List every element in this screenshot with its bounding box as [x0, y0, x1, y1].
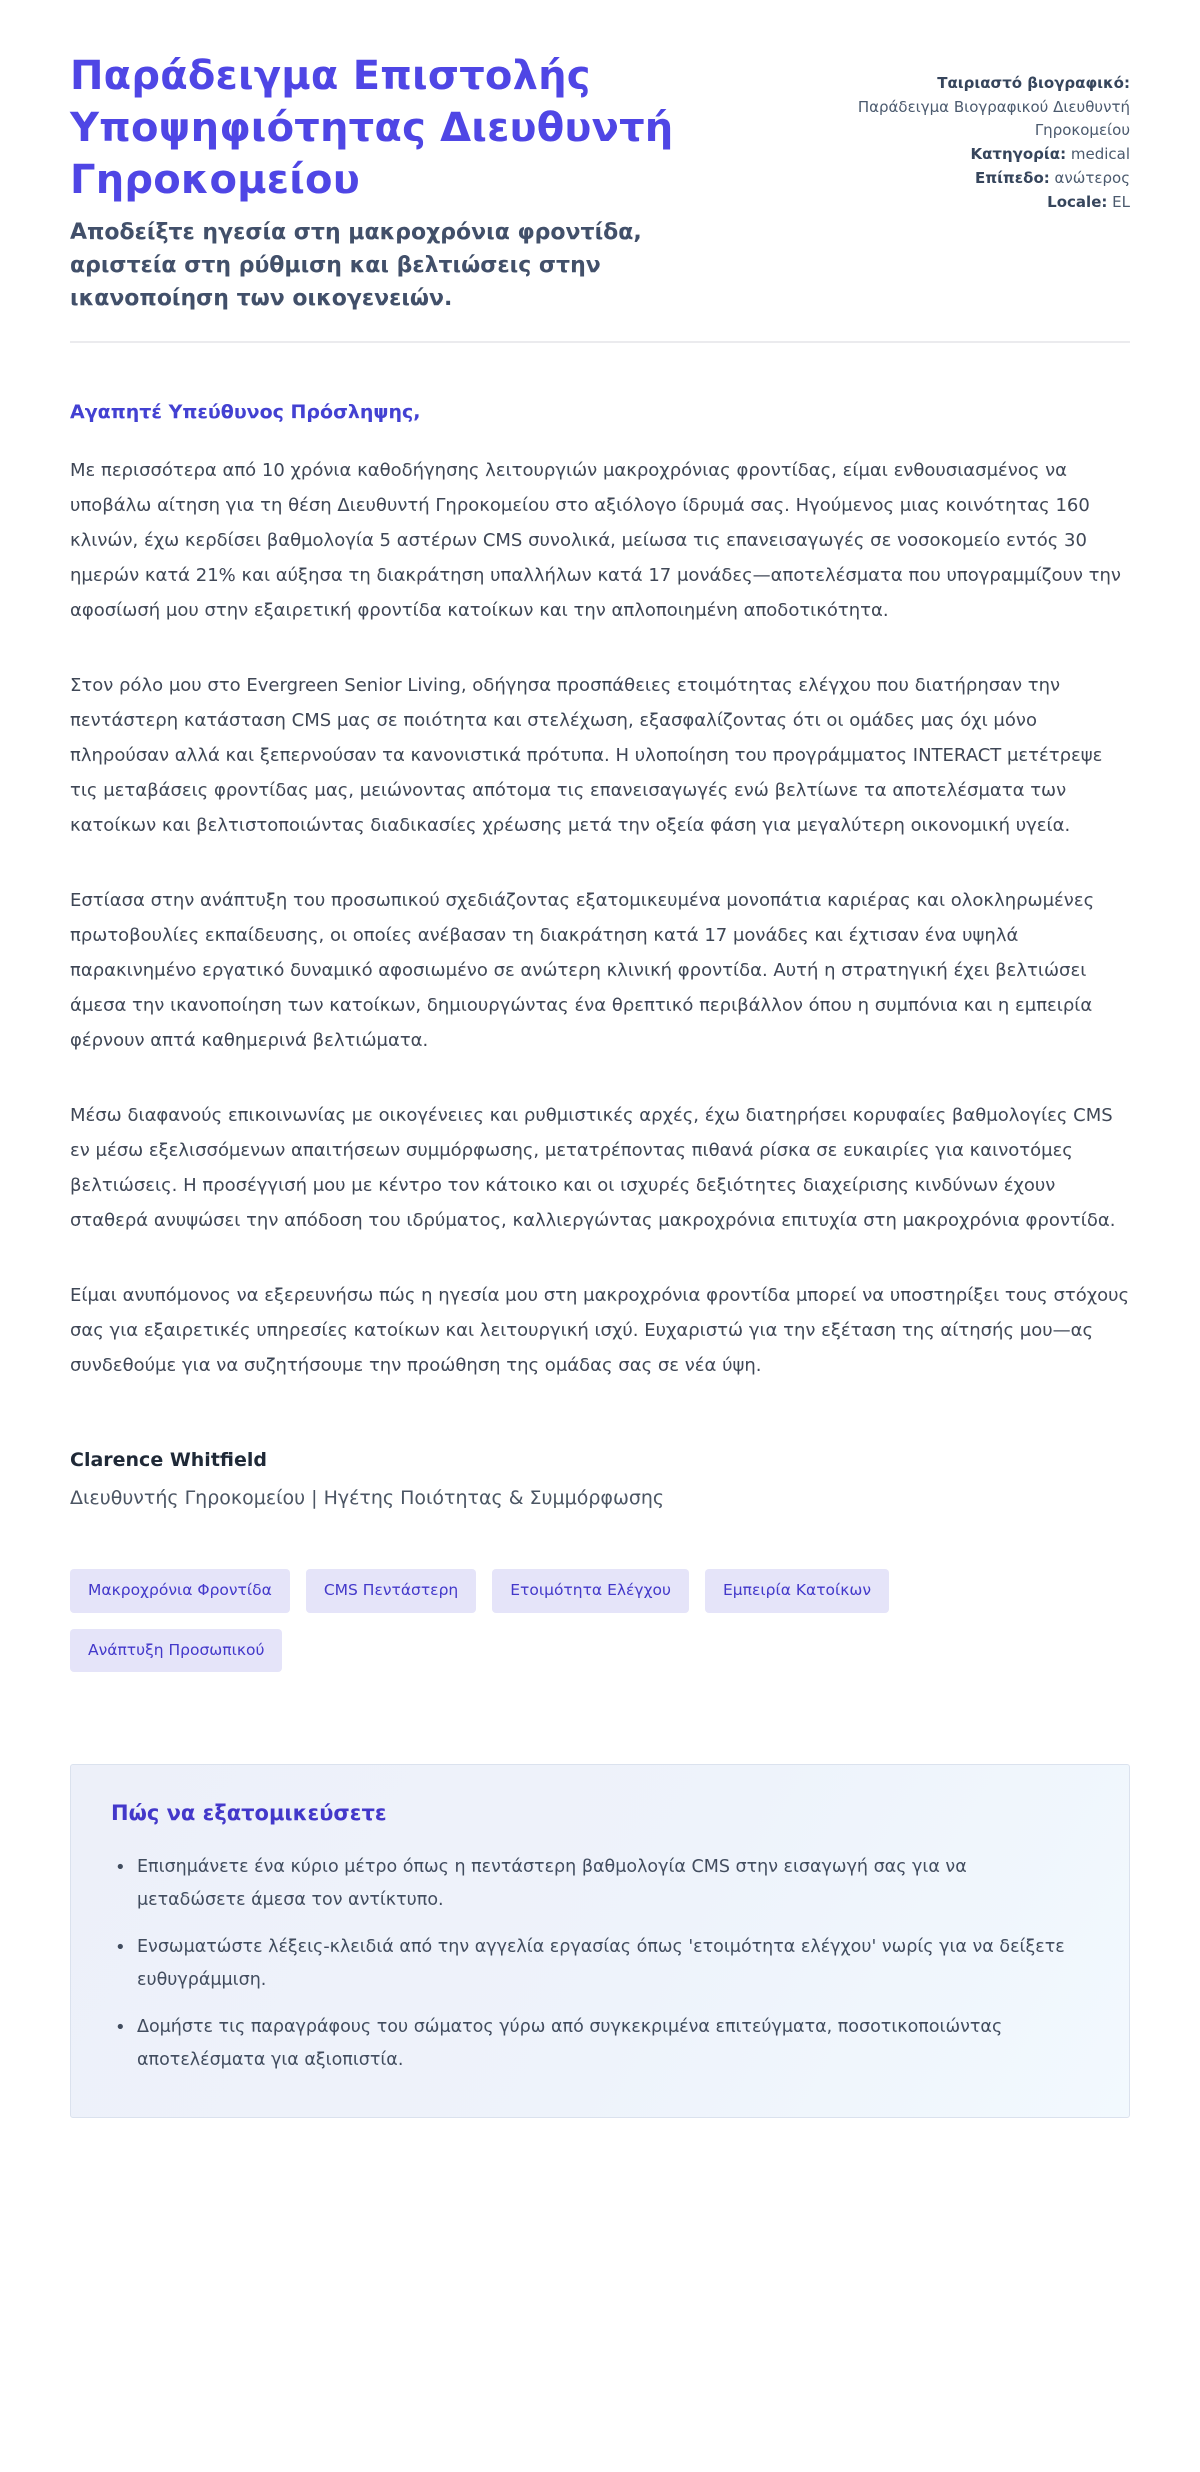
header-divider — [70, 341, 1130, 343]
page-subtitle: Αποδείξτε ηγεσία στη μακροχρόνια φροντίδα, αριστεία στη ρύθμιση και βελτιώσεις στην ικανοποίηση των οικογενειών. — [70, 220, 642, 311]
meta-category-line — [800, 143, 1130, 166]
meta-resume-line — [800, 72, 1130, 95]
customize-tip-3: • Δομήστε τις παραγράφους του σώματος γύρω από συγκεκριμένα επιτεύγματα, ποσοτικοποιώντας αποτελέσματα για αξιοπιστία. — [111, 2011, 1071, 2077]
meta-resume-label: Ταιριαστό βιογραφικό: — [937, 74, 1130, 92]
letter-paragraph-5: Είμαι ανυπόμονος να εξερευνήσω πώς η ηγεσία μου στη μακροχρόνια φροντίδα μπορεί να υποστηρίξει τους στόχους σας για εξαιρετικές υπηρεσίες κατοίκων και λειτουργική ισχύ. Ευχαριστώ για την εξέταση της αίτησής μου—ας συνδεθούμε για να συζητήσουμε την προώθηση της ομάδας σας σε νέα ύψη. — [70, 1285, 1130, 1376]
tag-resident-experience: Εμπειρία Κατοίκων — [705, 1569, 889, 1613]
customize-tip-2: • Ενσωματώστε λέξεις-κλειδιά από την αγγελία εργασίας όπως 'ετοιμότητα ελέγχου' νωρίς για να δείξετε ευθυγράμμιση. — [111, 1931, 1071, 1997]
meta-level-value: ανώτερος — [1054, 169, 1130, 187]
customize-box-title: Πώς να εξατομικεύσετε — [111, 1801, 387, 1825]
meta-resume-value: Παράδειγμα Βιογραφικού Διευθυντή Γηροκομείου — [857, 98, 1130, 139]
letter-paragraph-3: Εστίασα στην ανάπτυξη του προσωπικού σχεδιάζοντας εξατομικευμένα μονοπάτια καριέρας και ολοκληρωμένες πρωτοβουλίες εκπαίδευσης, οι οποίες ανέβασαν τη διακράτηση κατά 17 μονάδες και έχτισαν ένα υψηλά παρακινημένο εργατικό δυναμικό αφοσιωμένο σε ανώτερη κλινική φροντίδα. Αυτή η στρατηγική έχει βελτιώσει άμεσα την ικανοποίηση των κατοίκων, δημιουργώντας ένα θρεπτικό περιβάλλον όπου η συμπόνια και η εμπειρία φέρνουν απτά καθημερινά βελτιώματα. — [70, 890, 1095, 1051]
meta-panel — [800, 72, 1130, 215]
meta-locale-value: EL — [1112, 193, 1130, 211]
customize-tip-1: • Επισημάνετε ένα κύριο μέτρο όπως η πεντάστερη βαθμολογία CMS στην εισαγωγή σας για να μεταδώσετε άμεσα τον αντίκτυπο. — [111, 1851, 1071, 1917]
letter-greeting: Αγαπητέ Υπεύθυνος Πρόσληψης, — [70, 401, 421, 423]
letter-body — [70, 401, 1130, 1509]
letter-signature — [70, 1449, 1130, 1509]
customize-tips-box — [70, 1764, 1130, 2118]
meta-level-line — [800, 167, 1130, 190]
keyword-tags — [70, 1569, 1070, 1672]
meta-locale-line — [800, 191, 1130, 214]
tag-staff-development: Ανάπτυξη Προσωπικού — [70, 1629, 282, 1673]
letter-paragraph-4: Μέσω διαφανούς επικοινωνίας με οικογένειες και ρυθμιστικές αρχές, έχω διατηρήσει κορυφαίες βαθμολογίες CMS εν μέσω εξελισσόμενων απαιτήσεων συμμόρφωσης, μετατρέποντας πιθανά ρίσκα σε ευκαιρίες για καινοτόμες βελτιώσεις. Η προσέγγισή μου με κέντρο τον κάτοικο και οι ισχυρές δεξιότητες διαχείρισης κινδύνων έχουν σταθερά ανυψώσει την απόδοση του ιδρύματος, καλλιεργώντας μακροχρόνια επιτυχία στη μακροχρόνια φροντίδα. — [70, 1105, 1116, 1231]
tag-cms-five-star: CMS Πεντάστερη — [306, 1569, 476, 1613]
tag-audit-readiness: Ετοιμότητα Ελέγχου — [492, 1569, 689, 1613]
page-title: Παράδειγμα Επιστολής Υποψηφιότητας Διευθυντή Γηροκομείου — [70, 53, 674, 203]
letter-paragraph-1: Με περισσότερα από 10 χρόνια καθοδήγησης λειτουργιών μακροχρόνιας φροντίδας, είμαι ενθουσιασμένος να υποβάλω αίτηση για τη θέση Διευθυντή Γηροκομείου στο αξιόλογο ίδρυμά σας. Ηγούμενος μιας κοινότητας 160 κλινών, έχω κερδίσει βαθμολογία 5 αστέρων CMS συνολικά, μείωσα τις επανεισαγωγές σε νοσοκομείο εντός 30 ημερών κατά 21% και αύξησα τη διακράτηση υπαλλήλων κατά 17 μονάδες—αποτελέσματα που υπογραμμίζουν την αφοσίωσή μου στην εξαιρετική φροντίδα κατοίκων και την απλοποιημένη αποδοτικότητα. — [70, 460, 1121, 621]
meta-locale-label: Locale: — [1047, 193, 1108, 211]
page-header — [70, 50, 1130, 315]
customize-tips-list — [111, 1851, 1089, 2077]
letter-paragraph-2: Στον ρόλο μου στο Evergreen Senior Living, οδήγησα προσπάθειες ετοιμότητας ελέγχου που διατήρησαν την πεντάστερη κατάσταση CMS μας σε ποιότητα και στελέχωση, εξασφαλίζοντας ότι οι ομάδες μας όχι μόνο πληρούσαν αλλά και ξεπερνούσαν τα κανονιστικά πρότυπα. Η υλοποίηση του προγράμματος INTERACT μετέτρεψε τις μεταβάσεις φροντίδας μας, μειώνοντας απότομα τις επανεισαγωγές ενώ βελτίωνε τα αποτελέσματα των κατοίκων και βελτιστοποιώντας διαδικασίες χρέωσης μετά την οξεία φάση για μεγαλύτερη οικονομική υγεία. — [70, 675, 1103, 836]
header-title-block — [70, 50, 750, 315]
signature-role: Διευθυντής Γηροκομείου | Ηγέτης Ποιότητας & Συμμόρφωσης — [70, 1487, 665, 1509]
meta-level-label: Επίπεδο: — [974, 169, 1050, 187]
tag-long-term-care: Μακροχρόνια Φροντίδα — [70, 1569, 290, 1613]
meta-category-label: Κατηγορία: — [970, 145, 1067, 163]
meta-category-value: medical — [1070, 145, 1130, 163]
signature-name: Clarence Whitfield — [70, 1449, 267, 1471]
